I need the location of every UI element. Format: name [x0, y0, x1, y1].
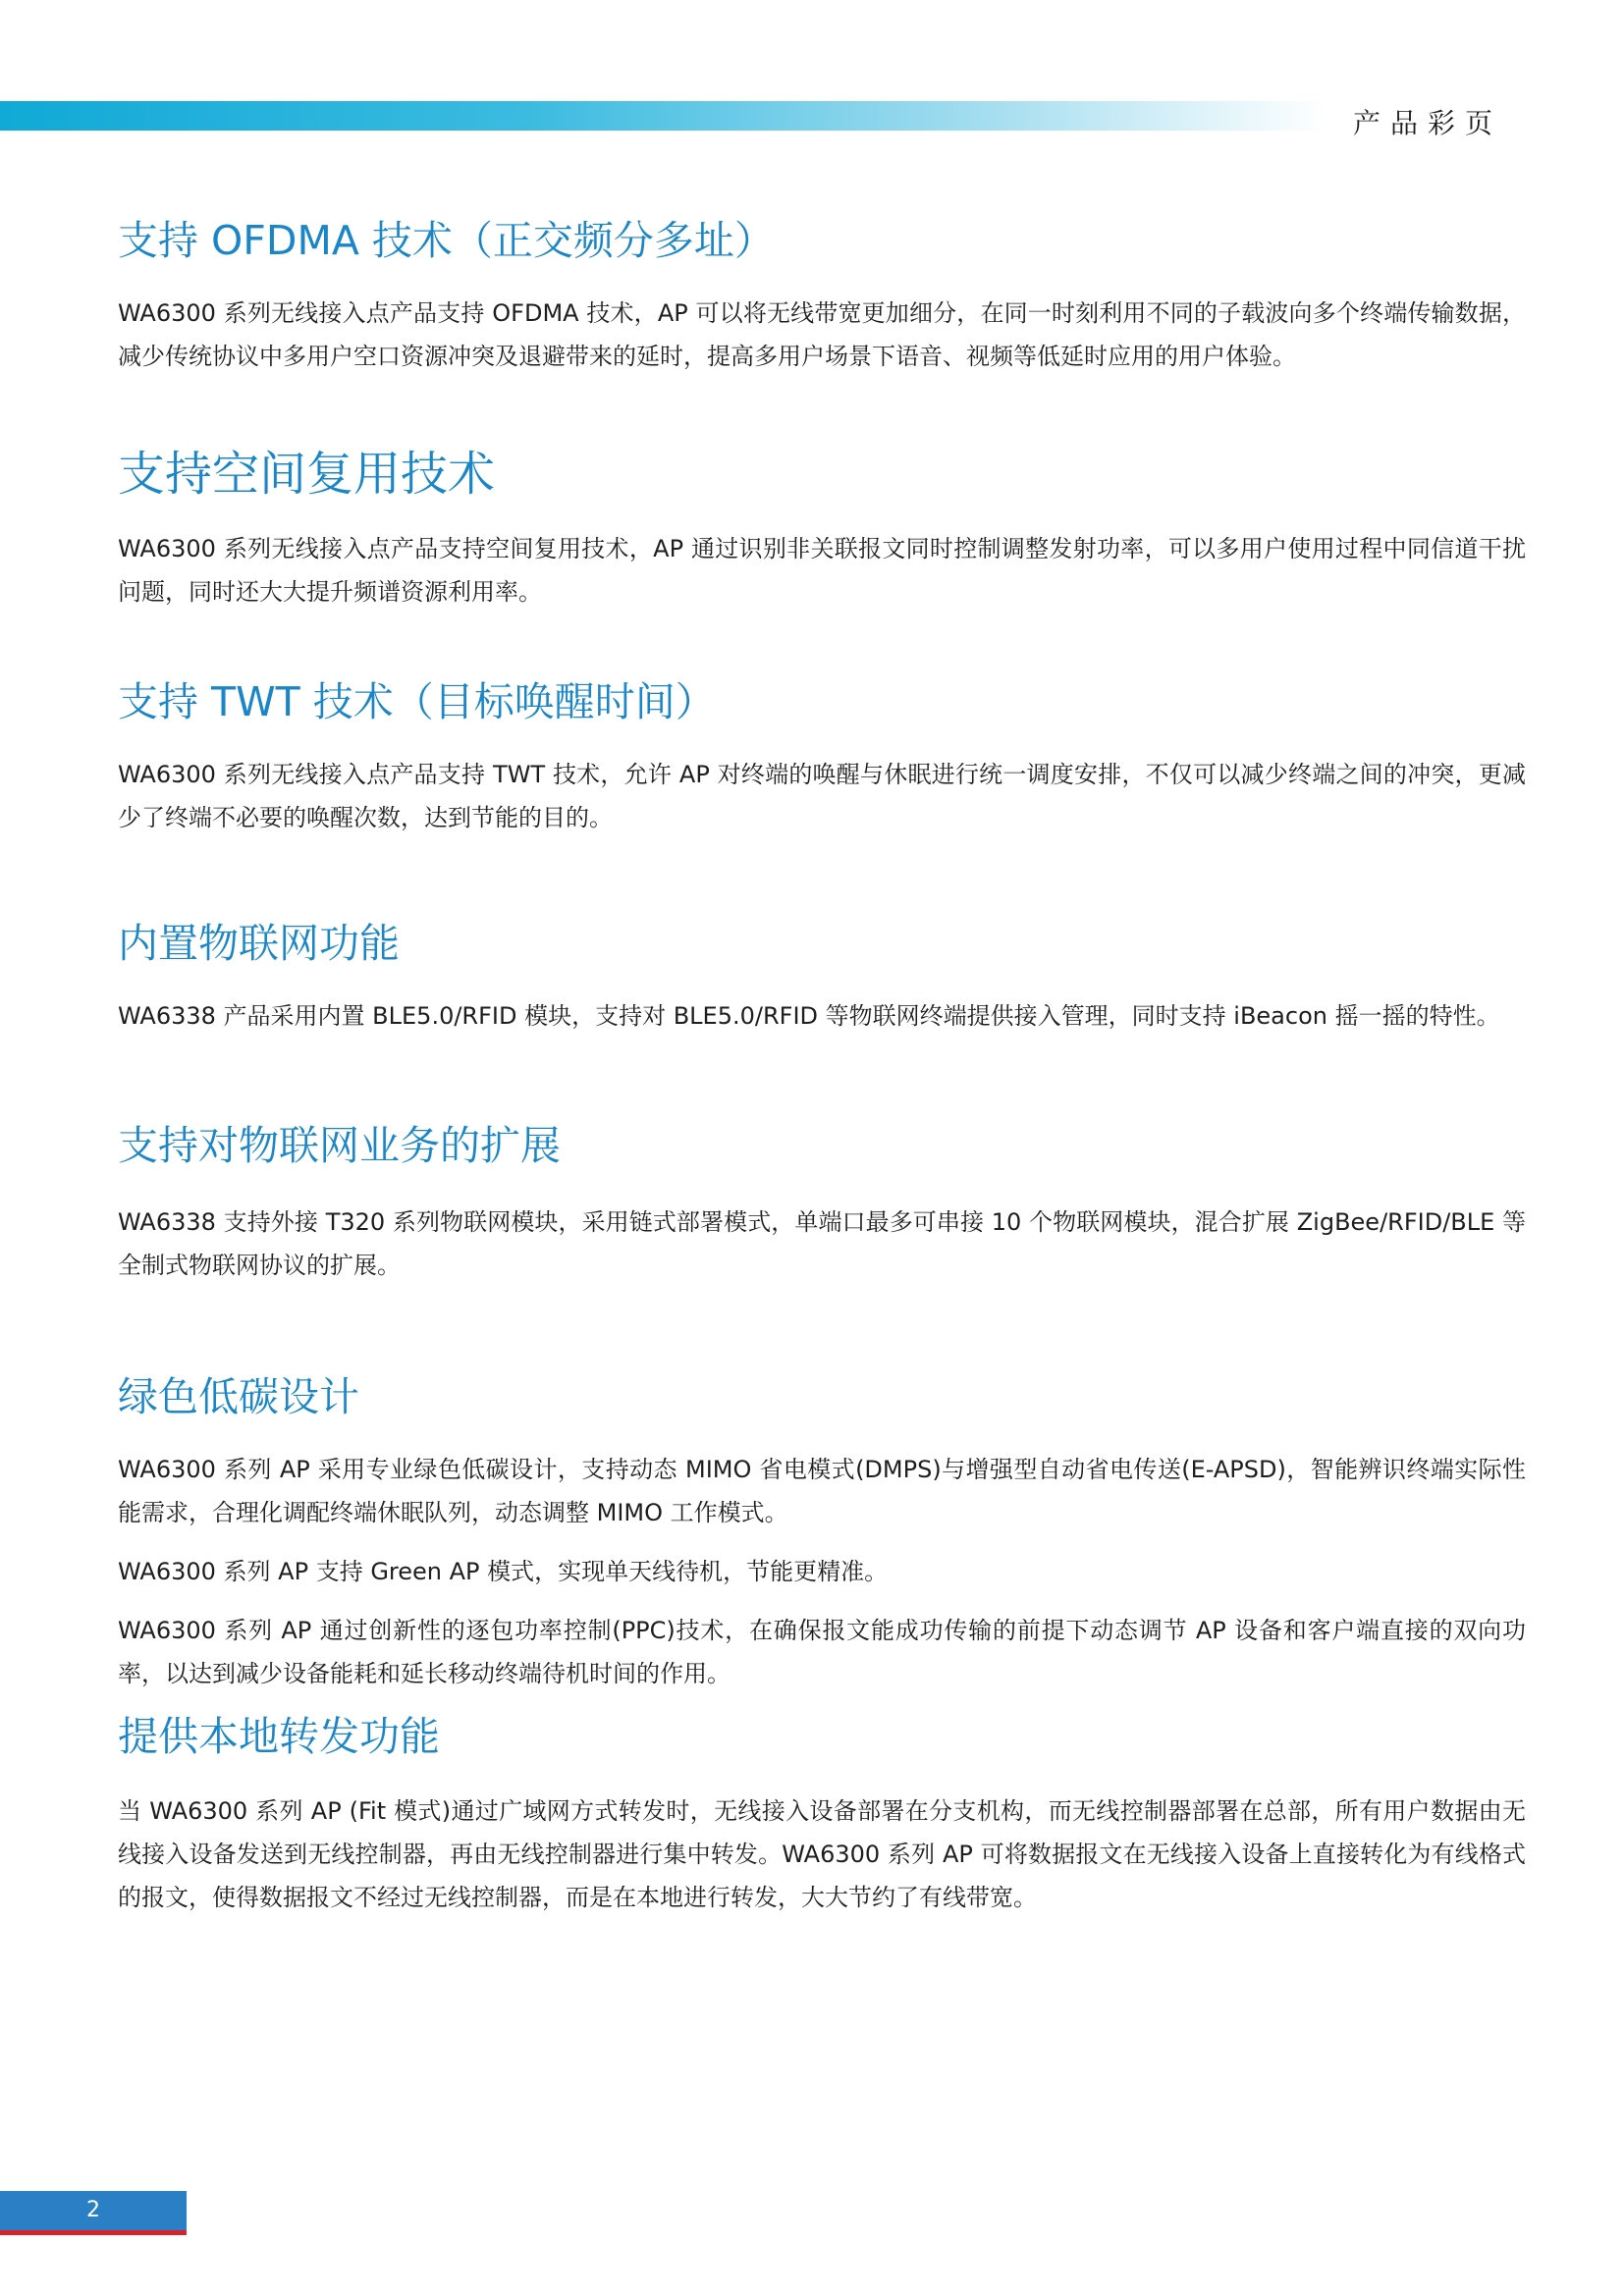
section-twt	[118, 672, 1526, 839]
section-title: 支持 OFDMA 技术（正交频分多址）	[118, 217, 775, 264]
header-band	[0, 101, 1326, 131]
section-title: 内置物联网功能	[118, 920, 400, 967]
section-paragraph: WA6300 系列无线接入点产品支持 TWT 技术，允许 AP 对终端的唤醒与休眠进行统一调度安排，不仅可以减少终端之间的冲突，更减少了终端不必要的唤醒次数，达到节能的目的。	[118, 761, 1526, 831]
footer-accent-line	[0, 2230, 187, 2235]
section-paragraph: WA6300 系列无线接入点产品支持空间复用技术，AP 通过识别非关联报文同时控制调整发射功率，可以多用户使用过程中同信道干扰问题，同时还大大提升频谱资源利用率。	[118, 535, 1526, 606]
section-paragraph: WA6338 支持外接 T320 系列物联网模块，采用链式部署模式，单端口最多可串接 10 个物联网模块，混合扩展 ZigBee/RFID/BLE 等全制式物联网协议的扩展。	[118, 1208, 1526, 1279]
section-title: 绿色低碳设计	[118, 1373, 359, 1420]
content	[118, 211, 1526, 1919]
section-title: 提供本地转发功能	[118, 1713, 440, 1760]
section-title: 支持 TWT 技术（目标唤醒时间）	[118, 678, 716, 725]
section-spatial-reuse	[118, 445, 1526, 614]
section-iot-builtin	[118, 914, 1526, 1038]
section-paragraph: 当 WA6300 系列 AP (Fit 模式)通过广域网方式转发时，无线接入设备部署在分支机构，而无线控制器部署在总部，所有用户数据由无线接入设备发送到无线控制器，再由无线控制器进行集中转发。WA6300 系列 AP 可将数据报文在无线接入设备上直接转化为有线格式的报文，使得数据报文不经过无线控制器，而是在本地进行转发，大大节约了有线带宽。	[118, 1797, 1526, 1911]
section-paragraph: WA6338 产品采用内置 BLE5.0/RFID 模块，支持对 BLE5.0/RFID 等物联网终端提供接入管理，同时支持 iBeacon 摇一摇的特性。	[118, 1002, 1500, 1030]
page-number: 2	[0, 2191, 187, 2230]
section-iot-extension	[118, 1116, 1526, 1287]
section-paragraph: WA6300 系列 AP 支持 Green AP 模式，实现单天线待机，节能更精准。	[118, 1558, 889, 1585]
section-green-design	[118, 1367, 1526, 1695]
section-local-forwarding	[118, 1707, 1526, 1919]
section-title: 支持空间复用技术	[118, 447, 496, 502]
section-ofdma	[118, 211, 1526, 378]
section-paragraph: WA6300 系列 AP 通过创新性的逐包功率控制(PPC)技术，在确保报文能成功传输的前提下动态调节 AP 设备和客户端直接的双向功率，以达到减少设备能耗和延长移动终端待机时间的作用。	[118, 1617, 1526, 1687]
section-paragraph: WA6300 系列 AP 采用专业绿色低碳设计，支持动态 MIMO 省电模式(DMPS)与增强型自动省电传送(E-APSD)，智能辨识终端实际性能需求，合理化调配终端休眠队列，动态调整 MIMO 工作模式。	[118, 1456, 1526, 1526]
section-title: 支持对物联网业务的扩展	[118, 1122, 561, 1169]
section-paragraph: WA6300 系列无线接入点产品支持 OFDMA 技术，AP 可以将无线带宽更加细分，在同一时刻利用不同的子载波向多个终端传输数据，减少传统协议中多用户空口资源冲突及退避带来的延时，提高多用户场景下语音、视频等低延时应用的用户体验。	[118, 299, 1526, 370]
header-label: 产品彩页	[1352, 107, 1502, 139]
